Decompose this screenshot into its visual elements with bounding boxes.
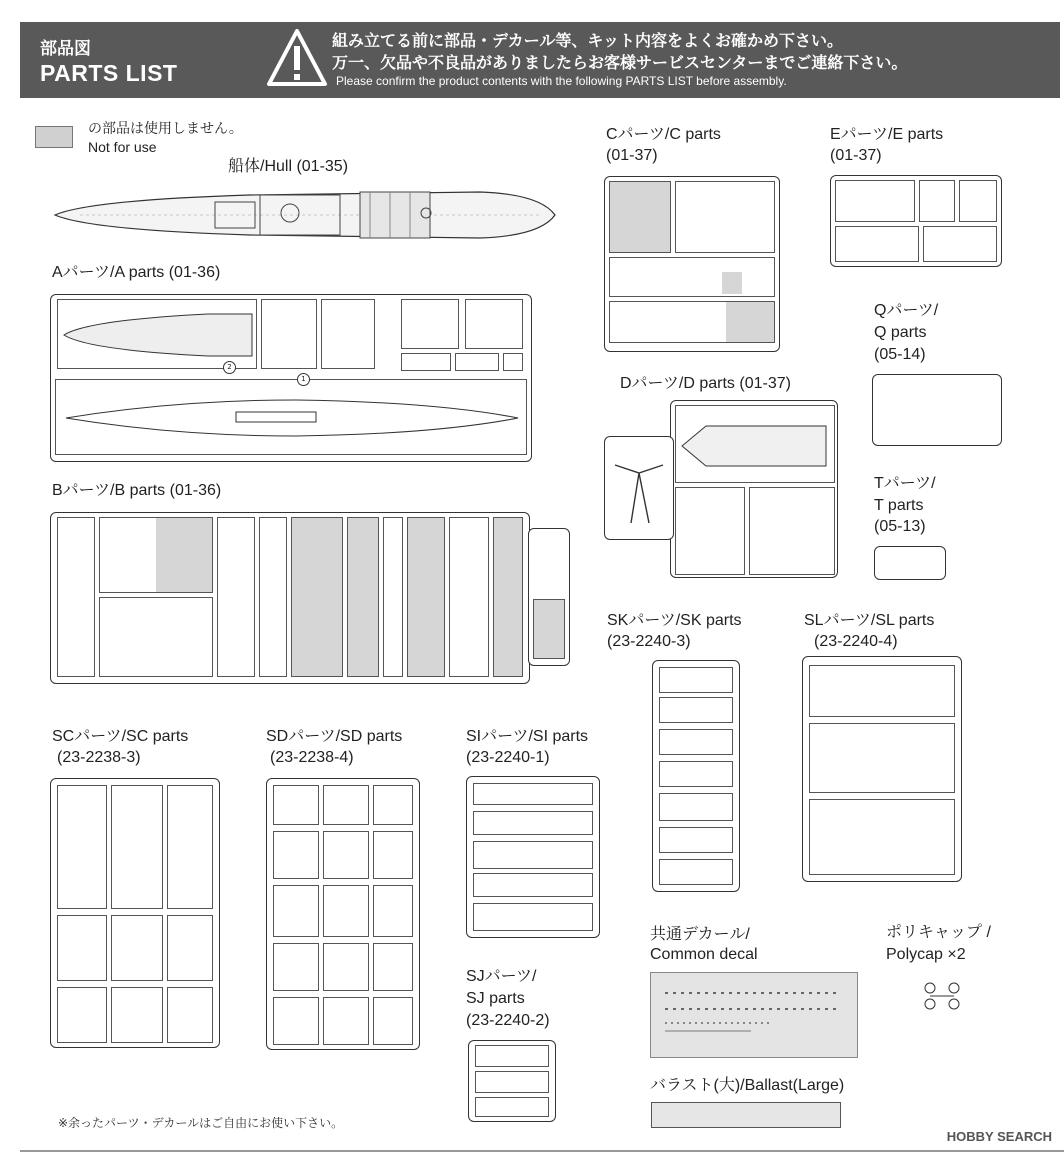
sl-cell-3 <box>809 799 955 875</box>
sl-parts-label-2: (23-2240-4) <box>814 633 898 650</box>
si-cell-3 <box>473 841 593 869</box>
d-parts-label: Dパーツ/D parts (01-37) <box>620 375 791 392</box>
legend-jp: の部品は使用しません。 <box>88 120 243 136</box>
e-parts-sprue <box>830 175 1002 267</box>
title-jp: 部品図 <box>40 39 91 59</box>
si-parts-label-1: SIパーツ/SI parts <box>466 728 589 745</box>
b-cell-lockers <box>217 517 255 677</box>
d-parts-sprue <box>670 400 838 578</box>
sd-parts-sprue <box>266 778 420 1050</box>
sd-cell-9 <box>373 885 413 937</box>
sd-cell-6 <box>373 831 413 879</box>
c-cell-bottom <box>609 301 775 343</box>
a-cell-small-3 <box>503 353 523 371</box>
sk-cell-6 <box>659 827 733 853</box>
a-parts-sprue <box>50 294 532 462</box>
t-parts-label-3: (05-13) <box>874 518 926 535</box>
si-parts-label-2: (23-2240-1) <box>466 749 550 766</box>
a-cell-fittings <box>261 299 317 369</box>
sc-cell-4 <box>57 915 107 981</box>
q-parts-sprue <box>872 374 1002 446</box>
e-cell-3 <box>959 180 997 222</box>
sc-cell-9 <box>167 987 213 1043</box>
sc-cell-1 <box>57 785 107 909</box>
sl-parts-sprue <box>802 656 962 882</box>
sk-cell-7 <box>659 859 733 885</box>
warning-line-2: 万一、欠品や不良品がありましたらお客様サービスセンターまでご連絡下さい。 <box>332 53 908 72</box>
header-banner <box>20 22 1060 98</box>
a-part-1: 1 <box>297 373 310 386</box>
a-cell-small <box>401 353 451 371</box>
e-parts-label-2: (01-37) <box>830 147 882 164</box>
e-cell-5 <box>923 226 997 262</box>
q-parts-label-3: (05-14) <box>874 346 926 363</box>
sd-cell-5 <box>323 831 369 879</box>
sc-parts-label-2: (23-2238-3) <box>57 749 141 766</box>
e-cell-4 <box>835 226 919 262</box>
bottom-divider <box>20 1150 1064 1152</box>
c-parts-label-1: Cパーツ/C parts <box>606 126 721 143</box>
si-cell-4 <box>473 873 593 897</box>
sk-cell-4 <box>659 761 733 787</box>
t-parts-label-1: Tパーツ/ <box>874 475 936 492</box>
a-parts-label: Aパーツ/A parts (01-36) <box>52 264 221 281</box>
sd-cell-10 <box>273 943 319 991</box>
sj-parts-label-1: SJパーツ/ <box>466 968 537 985</box>
a-cell-bridge-r <box>465 299 523 349</box>
sd-parts-label-2: (23-2238-4) <box>270 749 354 766</box>
b-cell-masts <box>99 517 213 593</box>
sk-parts-label-1: SKパーツ/SK parts <box>607 612 742 629</box>
d-cell-frame-2 <box>749 487 835 575</box>
sd-cell-2 <box>323 785 369 825</box>
sc-cell-8 <box>111 987 163 1043</box>
a-cell-deck-piece <box>321 299 375 369</box>
t-parts-label-2: T parts <box>874 497 924 514</box>
b-parts-sprue-ext <box>528 528 570 666</box>
polycap-label-2: Polycap ×2 <box>886 946 966 963</box>
warning-line-en: Please confirm the product contents with the following PARTS LIST before assembly. <box>336 74 787 88</box>
ballast-label: バラスト(大)/Ballast(Large) <box>650 1077 845 1094</box>
sd-cell-3 <box>373 785 413 825</box>
a-cell-waterline-plate <box>55 379 527 455</box>
c-cell-grey-tripod <box>609 181 671 253</box>
polycap-label-1: ポリキャップ / <box>886 924 991 941</box>
sc-cell-5 <box>111 915 163 981</box>
sl-cell-2 <box>809 723 955 793</box>
sd-cell-1 <box>273 785 319 825</box>
si-cell-5 <box>473 903 593 931</box>
sd-cell-11 <box>323 943 369 991</box>
b-parts-sprue <box>50 512 530 684</box>
b-cell-boats <box>291 517 343 677</box>
si-cell-2 <box>473 811 593 835</box>
decal-sheet <box>650 972 858 1058</box>
decal-label-1: 共通デカール/ <box>650 926 750 943</box>
sj-parts-label-2: SJ parts <box>466 990 525 1007</box>
title-en: PARTS LIST <box>40 60 178 86</box>
e-cell-2 <box>919 180 955 222</box>
c-cell-bridge <box>675 181 775 253</box>
sd-cell-4 <box>273 831 319 879</box>
sd-parts-label-1: SDパーツ/SD parts <box>266 728 403 745</box>
c-cell-mid <box>609 257 775 297</box>
sk-parts-sprue <box>652 660 740 892</box>
polycap-drawing <box>918 980 966 1012</box>
warning-triangle-icon <box>266 28 328 88</box>
e-parts-label-1: Eパーツ/E parts <box>830 126 944 143</box>
t-parts-sprue <box>874 546 946 580</box>
sc-cell-7 <box>57 987 107 1043</box>
d-cell-deck <box>675 405 835 483</box>
e-cell-1 <box>835 180 915 222</box>
decal-label-2: Common decal <box>650 946 758 963</box>
ballast-plate <box>651 1102 841 1128</box>
a-cell-small-2 <box>455 353 499 371</box>
sl-cell-1 <box>809 665 955 717</box>
c-parts-sprue <box>604 176 780 352</box>
sc-parts-label-1: SCパーツ/SC parts <box>52 728 189 745</box>
sd-cell-13 <box>273 997 319 1045</box>
q-parts-label-2: Q parts <box>874 324 927 341</box>
sd-cell-12 <box>373 943 413 991</box>
sd-cell-14 <box>323 997 369 1045</box>
sd-cell-15 <box>373 997 413 1045</box>
sd-cell-7 <box>273 885 319 937</box>
sc-cell-6 <box>167 915 213 981</box>
d-cell-frame-1 <box>675 487 745 575</box>
sk-parts-label-2: (23-2240-3) <box>607 633 691 650</box>
si-parts-sprue <box>466 776 600 938</box>
sl-parts-label-1: SLパーツ/SL parts <box>804 612 935 629</box>
sc-parts-sprue <box>50 778 220 1048</box>
a-cell-bow-deck <box>57 299 257 369</box>
q-parts-label-1: Qパーツ/ <box>874 302 939 319</box>
sk-cell-2 <box>659 697 733 723</box>
b-cell-grey-1 <box>347 517 379 677</box>
hull-label: 船体/Hull (01-35) <box>228 158 349 175</box>
b-cell-rods <box>383 517 403 677</box>
sc-cell-2 <box>111 785 163 909</box>
hull-drawing <box>50 180 560 250</box>
legend-en: Not for use <box>88 139 157 155</box>
b-cell-rails <box>259 517 287 677</box>
a-part-2: 2 <box>223 361 236 374</box>
b-cell-vents <box>407 517 445 677</box>
b-cell-grey-2 <box>493 517 523 677</box>
b-cell-gun-barrels <box>449 517 489 677</box>
warning-line-1: 組み立てる前に部品・デカール等、キット内容をよくお確かめ下さい。 <box>332 31 844 50</box>
a-cell-bridge-l <box>401 299 459 349</box>
si-cell-1 <box>473 783 593 805</box>
b-cell-small-parts <box>57 517 95 677</box>
sk-cell-3 <box>659 729 733 755</box>
b-cell-grey-3 <box>533 599 565 659</box>
sk-cell-5 <box>659 793 733 821</box>
c-parts-label-2: (01-37) <box>606 147 658 164</box>
b-cell-platforms <box>99 597 213 677</box>
sj-parts-sprue <box>468 1040 556 1122</box>
sj-cell-3 <box>475 1097 549 1117</box>
sj-parts-label-3: (23-2240-2) <box>466 1012 550 1029</box>
b-parts-label: Bパーツ/B parts (01-36) <box>52 482 222 499</box>
sd-cell-8 <box>323 885 369 937</box>
sc-cell-3 <box>167 785 213 909</box>
sj-cell-2 <box>475 1071 549 1093</box>
footnote: ※余ったパーツ・デカールはご自由にお使い下さい。 <box>58 1116 344 1130</box>
sk-cell-1 <box>659 667 733 693</box>
watermark: HOBBY SEARCH <box>946 1129 1052 1144</box>
sj-cell-1 <box>475 1045 549 1067</box>
d-parts-sprue-ext <box>604 436 674 540</box>
not-for-use-swatch <box>35 126 73 148</box>
